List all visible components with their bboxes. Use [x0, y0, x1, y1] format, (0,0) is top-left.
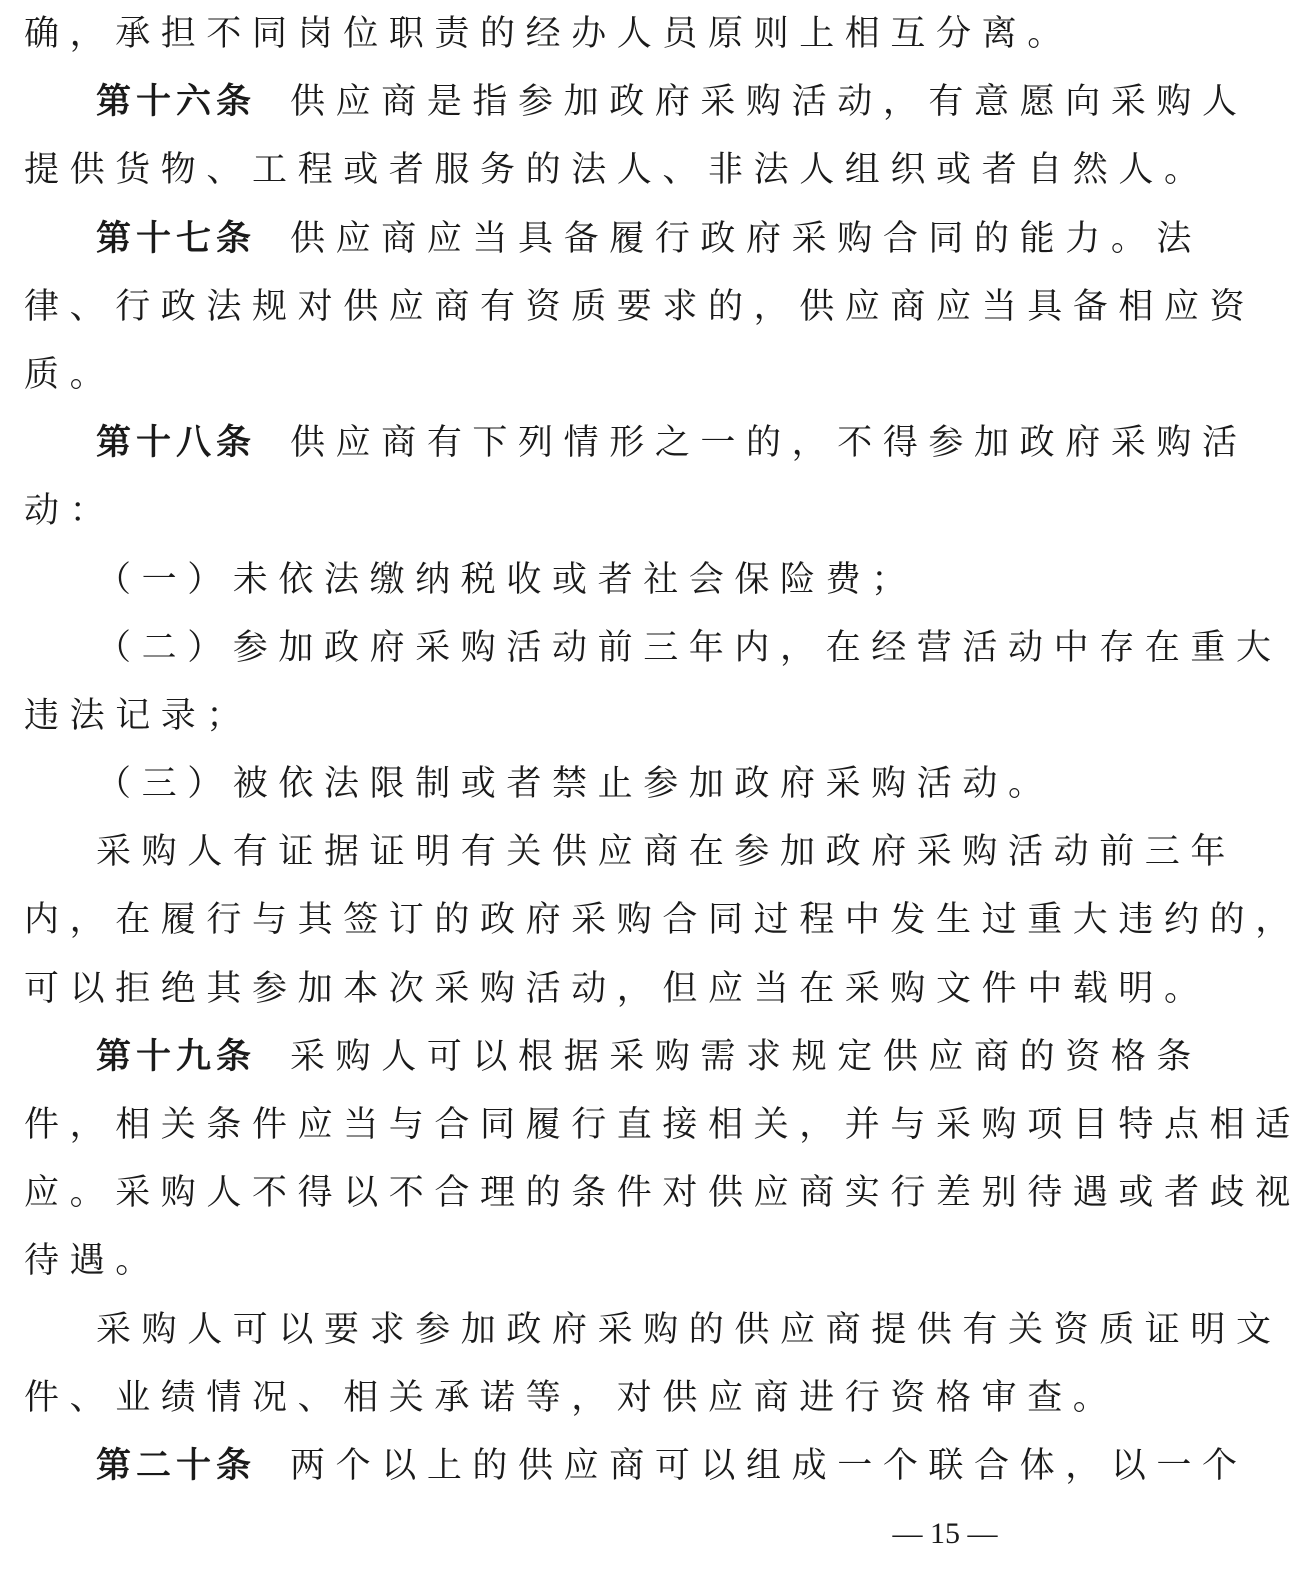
article-heading: 第十六条 [96, 82, 257, 123]
text-line [24, 1091, 1301, 1159]
text-line [24, 273, 1256, 341]
article-19-line [24, 1023, 1203, 1091]
text-line [24, 477, 1042, 545]
line-text: 动： [24, 491, 116, 532]
line-text: 采购人可以要求参加政府采购的供应商提供有关资质证明文 [96, 1309, 1282, 1350]
article-heading: 第十七条 [96, 218, 257, 259]
line-text: 采购人有证据证明有关供应商在参加政府采购活动前三年 [96, 832, 1237, 873]
text-line [24, 0, 1073, 68]
article-18-line [24, 409, 1248, 477]
paragraph-line [24, 818, 1237, 886]
text-line [24, 955, 1210, 1023]
line-text: 供应商应当具备履行政府采购合同的能力。法 [290, 218, 1203, 259]
article-20-line [24, 1432, 1248, 1500]
article-heading: 第二十条 [96, 1445, 257, 1486]
list-item [24, 750, 1054, 818]
line-text: 采购人可以根据采购需求规定供应商的资格条 [290, 1036, 1203, 1077]
line-text: 确，承担不同岗位职责的经办人员原则上相互分离。 [24, 14, 1073, 54]
line-text: 律、行政法规对供应商有资质要求的，供应商应当具备相应资 [24, 286, 1256, 327]
line-text: 待遇。 [24, 1241, 161, 1282]
article-heading: 第十八条 [96, 423, 257, 464]
line-text: （一）未依法缴纳税收或者社会保险费； [96, 559, 917, 600]
line-text: （二）参加政府采购活动前三年内，在经营活动中存在重大 [96, 627, 1282, 668]
text-line [24, 886, 1301, 954]
line-text: 件、业绩情况、相关承诺等，对供应商进行资格审查。 [24, 1377, 1119, 1418]
line-text: 两个以上的供应商可以组成一个联合体，以一个 [290, 1445, 1248, 1486]
paragraph-line [24, 1296, 1282, 1364]
text-line [24, 682, 1042, 750]
line-text: 应。采购人不得以不合理的条件对供应商实行差别待遇或者歧视 [24, 1173, 1301, 1214]
line-text: 供应商是指参加政府采购活动，有意愿向采购人 [290, 82, 1248, 123]
line-text: 可以拒绝其参加本次采购活动，但应当在采购文件中载明。 [24, 968, 1210, 1009]
line-text: 内，在履行与其签订的政府采购合同过程中发生过重大违约的， [24, 900, 1301, 941]
line-text: 供应商有下列情形之一的，不得参加政府采购活 [290, 423, 1248, 464]
article-17-line [24, 205, 1203, 273]
line-text: （三）被依法限制或者禁止参加政府采购活动。 [96, 764, 1054, 805]
text-line [24, 1364, 1119, 1432]
page-number: — 15 — [892, 1517, 998, 1550]
line-text: 违法记录； [24, 695, 253, 736]
article-16-line [24, 68, 1248, 136]
line-text: 件，相关条件应当与合同履行直接相关，并与采购项目特点相适 [24, 1105, 1301, 1145]
text-line [24, 1227, 1042, 1295]
document-page [24, 0, 1301, 1500]
article-heading: 第十九条 [96, 1036, 257, 1077]
text-line [24, 136, 1210, 204]
line-text: 提供货物、工程或者服务的法人、非法人组织或者自然人。 [24, 150, 1210, 191]
text-line [24, 1159, 1301, 1227]
list-item [24, 546, 1042, 614]
list-item [24, 614, 1282, 682]
line-text: 质。 [24, 354, 116, 395]
text-line [24, 341, 1042, 409]
